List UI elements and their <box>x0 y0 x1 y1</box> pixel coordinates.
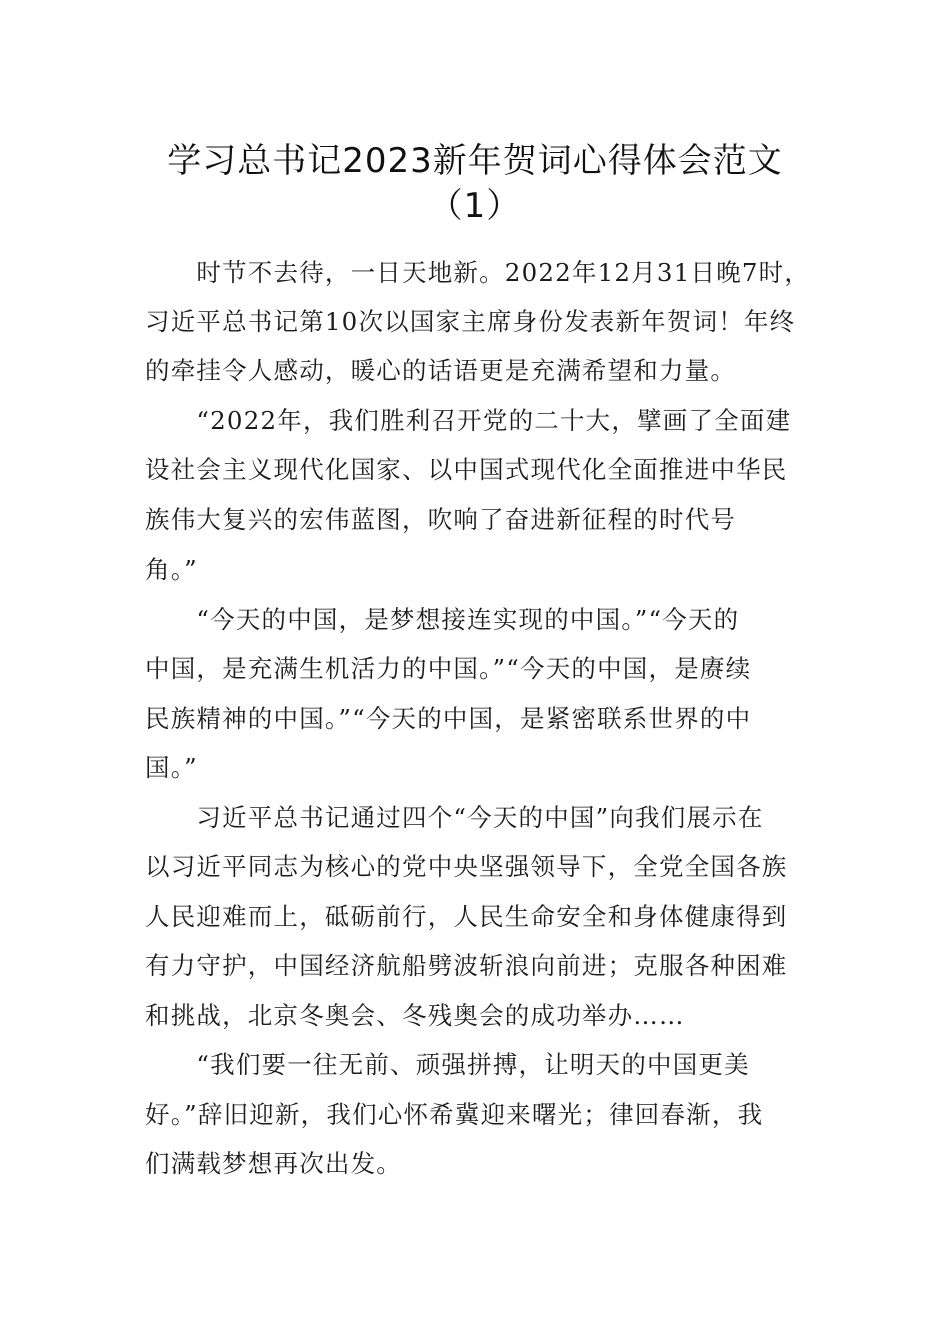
body-line-6: 族伟大复兴的宏伟蓝图，吹响了奋进新征程的时代号 <box>145 505 737 534</box>
body-line-1: 时节不去待，一日天地新。2022年12月31日晚7时， <box>145 258 811 287</box>
body-line-3: 的牵挂令人感动，暖心的话语更是充满希望和力量。 <box>145 356 737 385</box>
body-line-14: 人民迎难而上，砥砺前行，人民生命安全和身体健康得到 <box>145 902 788 931</box>
body-line-11: 国。” <box>145 753 198 782</box>
body-line-18: 好。”辞旧迎新，我们心怀希冀迎来曙光；律回春渐，我 <box>145 1100 764 1129</box>
body-line-15: 有力守护，中国经济航船劈波斩浪向前进；克服各种困难 <box>145 951 788 980</box>
body-line-17: “我们要一往无前、顽强拼搏，让明天的中国更美 <box>145 1050 750 1079</box>
body-line-2: 习近平总书记第10次以国家主席身份发表新年贺词！年终 <box>145 307 796 336</box>
body-line-13: 以习近平同志为核心的党中央坚强领导下，全党全国各族 <box>145 852 788 881</box>
body-line-4: “2022年，我们胜利召开党的二十大，擘画了全面建 <box>145 406 792 435</box>
body-line-5: 设社会主义现代化国家、以中国式现代化全面推进中华民 <box>145 455 788 484</box>
body-line-16: 和挑战，北京冬奥会、冬残奥会的成功举办…… <box>145 1001 685 1030</box>
body-line-10: 民族精神的中国。”“今天的中国，是紧密联系世界的中 <box>145 704 752 733</box>
body-line-12: 习近平总书记通过四个“今天的中国”向我们展示在 <box>145 803 764 832</box>
body-line-19: 们满载梦想再次出发。 <box>145 1149 402 1178</box>
body-line-8: “今天的中国，是梦想接连实现的中国。”“今天的 <box>145 605 740 634</box>
document-title-line-2: （1） <box>428 186 522 226</box>
document-title-line-1: 学习总书记2023新年贺词心得体会范文 <box>167 141 783 181</box>
body-line-9: 中国，是充满生机活力的中国。”“今天的中国，是赓续 <box>145 654 752 683</box>
body-line-7: 角。” <box>145 555 198 584</box>
